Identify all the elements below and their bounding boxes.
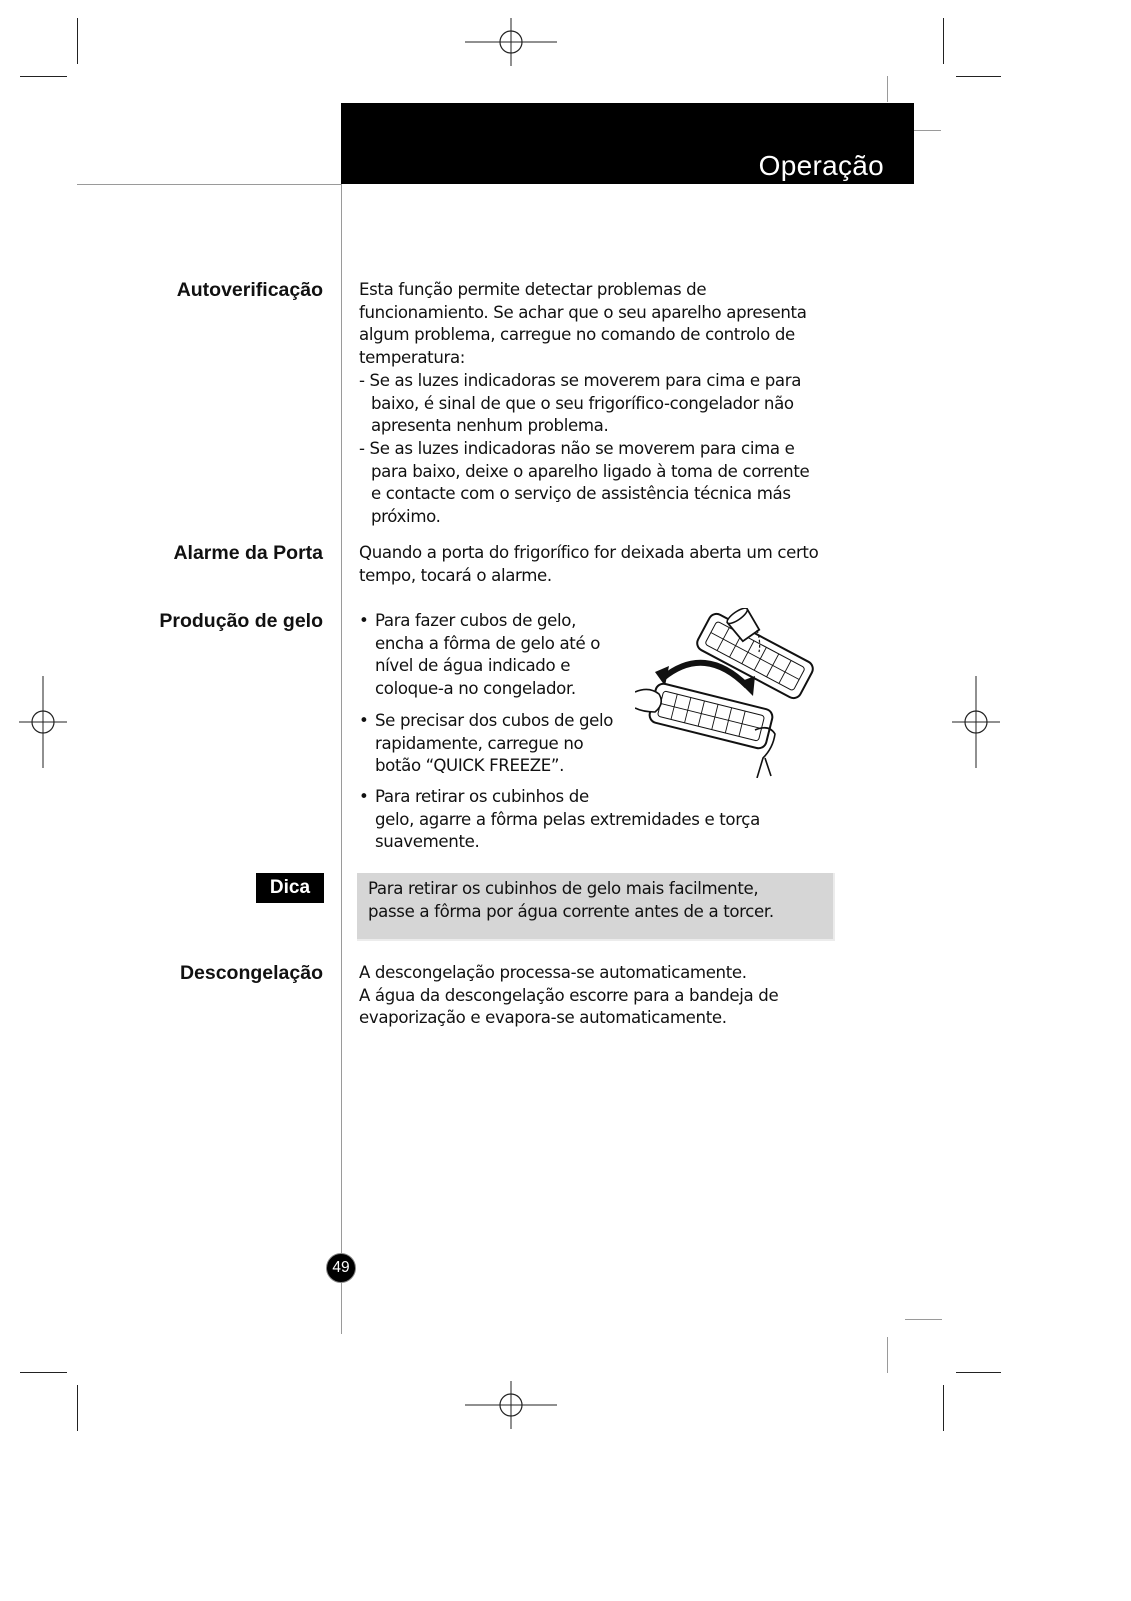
text-line: tempo, tocará o alarme. <box>359 565 552 585</box>
header-rule <box>77 184 341 185</box>
door-alarm-text <box>359 542 818 587</box>
self-check-text <box>359 279 809 529</box>
ice-tray-illustration <box>635 608 835 778</box>
heading-self-check: Autoverificação <box>176 279 323 301</box>
ice-bullet-1 <box>359 610 600 701</box>
left-hand <box>635 689 661 712</box>
dash-item-line: - Se as luzes indicadoras não se moverem para cima e <box>359 438 795 458</box>
dash-item-line: e contacte com o serviço de assistência técnica más <box>371 484 791 504</box>
text-line: evaporização e evapora-se automaticamente. <box>359 1008 727 1028</box>
text-line: Quando a porta do frigorífico for deixada aberta um certo <box>359 543 819 562</box>
text-line: coloque-a no congelador. <box>375 679 576 699</box>
bullet-icon: • <box>359 787 369 806</box>
text-line: rapidamente, carregue no <box>375 733 584 753</box>
text-line: encha a fôrma de gelo até o <box>375 633 601 653</box>
ice-bullet-2 <box>359 710 613 778</box>
dash-item-line: - Se as luzes indicadoras se moverem para cima e para <box>359 370 802 390</box>
text-line: A água da descongelação escorre para a bandeja de <box>359 985 779 1005</box>
registration-mark-top <box>465 18 557 66</box>
column-divider <box>341 184 342 1334</box>
tip-text <box>368 878 774 923</box>
text-line: passe a fôrma por água corrente antes de a torcer. <box>368 901 774 921</box>
registration-mark-right <box>952 676 1000 768</box>
text-line: Para retirar os cubinhos de <box>375 787 589 806</box>
text-line: funcionamiento. Se achar que o seu aparelho apresenta <box>359 302 807 322</box>
text-line: temperatura: <box>359 348 466 368</box>
text-line: gelo, agarre a fôrma pelas extremidades e torça <box>375 809 760 829</box>
registration-mark-left <box>19 676 67 768</box>
heading-ice-making: Produção de gelo <box>159 610 323 632</box>
text-line: Se precisar dos cubos de gelo <box>375 711 614 730</box>
heading-defrost: Descongelação <box>179 962 323 984</box>
text-line: A descongelação processa-se automaticamente. <box>359 963 747 982</box>
bullet-icon: • <box>359 611 369 630</box>
dash-item-line: baixo, é sinal de que o seu frigorífico-congelador não <box>371 393 794 413</box>
tip-badge: Dica <box>256 873 324 903</box>
registration-mark-bottom <box>465 1381 557 1429</box>
text-line: Para retirar os cubinhos de gelo mais facilmente, <box>368 879 759 898</box>
text-line: Esta função permite detectar problemas de <box>359 280 707 299</box>
text-line: suavemente. <box>375 832 480 852</box>
header-bar <box>341 103 914 184</box>
ice-bullet-3 <box>359 786 760 854</box>
page-title: Operação <box>758 150 884 181</box>
bullet-icon: • <box>359 711 369 730</box>
lower-ice-tray <box>648 682 774 750</box>
text-line: botão “QUICK FREEZE”. <box>375 756 565 776</box>
dash-item-line: próximo. <box>371 507 441 527</box>
defrost-text <box>359 962 778 1030</box>
dash-item-line: apresenta nenhum problema. <box>371 416 609 436</box>
page-number: 49 <box>326 1253 356 1283</box>
text-line: nível de água indicado e <box>375 656 571 676</box>
heading-door-alarm: Alarme da Porta <box>173 542 323 564</box>
text-line: Para fazer cubos de gelo, <box>375 611 577 630</box>
text-line: algum problema, carregue no comando de controlo de <box>359 325 795 345</box>
dash-item-line: para baixo, deixe o aparelho ligado à toma de corrente <box>371 461 810 481</box>
